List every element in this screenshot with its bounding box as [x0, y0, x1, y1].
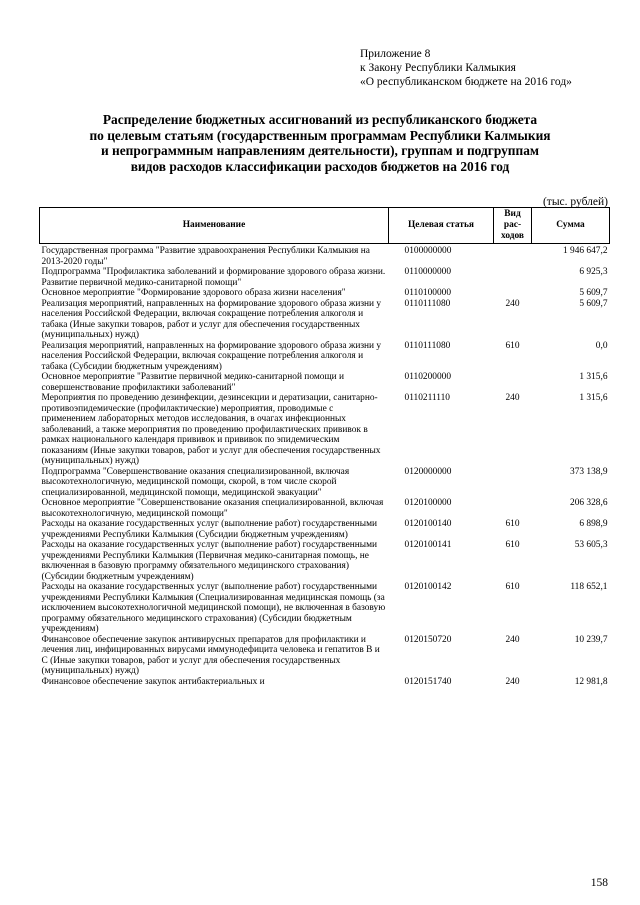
table-body — [40, 244, 610, 688]
page-number: 158 — [590, 877, 608, 889]
cell-code: 0110100000 — [404, 288, 452, 298]
cell-name: Мероприятия по проведению дезинфекции, дезинсекции и дератизации, санитарно-противоэпидемические (профилактические) мероприятия, проводимые с применением лабораторных методов исследования, в очагах инфекционных заболеваний, а также мероприятия по проведению профилактических прививок в рамках национального календаря прививок и прививок по эпидемическим показаниям (Иные закупки товаров, работ и услуг для обеспечения государственных (муниципальных) нужд) — [41, 393, 381, 466]
appendix-line-1: Приложение 8 — [360, 48, 431, 60]
cell-code: 0120100000 — [404, 498, 452, 508]
cell-vid: 610 — [505, 340, 520, 351]
table-row — [40, 288, 610, 299]
cell-code: 0110200000 — [404, 372, 452, 382]
header-name: Наименование — [40, 208, 389, 244]
cell-vid — [494, 498, 532, 519]
cell-sum: 53 605,3 — [574, 540, 608, 550]
appendix-note — [360, 47, 572, 89]
cell-sum: 5 609,7 — [579, 288, 608, 298]
cell-name: Подпрограмма "Профилактика заболеваний и формирование здорового образа жизни. Развитие первичной медико-санитарной помощи" — [41, 267, 386, 288]
cell-vid: 610 — [505, 519, 520, 529]
cell-sum: 6 898,9 — [579, 519, 608, 529]
cell-sum: 1 315,6 — [579, 393, 608, 403]
header-vid-line-3: ходов — [500, 231, 524, 241]
cell-sum: 12 981,8 — [574, 676, 608, 687]
cell-name: Расходы на оказание государственных услуг (выполнение работ) государственными учреждениями Республики Калмыкия (Первичная медико-санитарная помощь, не включенная в базовую программу обязательного медицинского страхования) (Субсидии бюджетным учреждениям) — [41, 540, 378, 582]
header-code: Целевая статья — [389, 208, 494, 244]
cell-code: 0100000000 — [404, 246, 452, 256]
cell-name: Расходы на оказание государственных услуг (выполнение работ) государственными учреждениями Республики Калмыкия (Специализированная медицинская помощь (за исключением высокотехнологичной медицинской помощи), не включенная в базовую программу обязательного медицинского страхования) (Субсидии бюджетным учреждениям) — [41, 582, 386, 634]
cell-vid: 610 — [505, 540, 520, 550]
cell-vid: 240 — [505, 634, 520, 645]
cell-name: Подпрограмма "Совершенствование оказания специализированной, включая высокотехнологичную, медицинской помощи, скорой, в том числе скорой специализированной, медицинской помощи, медицинской эвакуации" — [41, 466, 350, 498]
title-line-4: видов расходов классификации расходов бюджетов на 2016 год — [130, 158, 510, 174]
cell-name: Расходы на оказание государственных услуг (выполнение работ) государственными учреждениями Республики Калмыкия (Субсидии бюджетным учреждениям) — [41, 519, 378, 540]
cell-code: 0120151740 — [404, 676, 452, 687]
cell-code: 0120150720 — [404, 634, 452, 645]
document-title — [40, 112, 600, 174]
budget-table — [39, 207, 610, 687]
table-row — [40, 582, 610, 635]
table-row — [40, 635, 610, 677]
cell-name: Основное мероприятие "Развитие первичной медико-санитарной помощи и совершенствование профилактики заболеваний" — [41, 372, 345, 393]
cell-sum: 118 652,1 — [570, 582, 608, 592]
cell-vid — [494, 244, 532, 268]
cell-sum: 10 239,7 — [574, 634, 608, 645]
cell-code: 0120100141 — [404, 540, 452, 550]
cell-sum: 1 315,6 — [579, 372, 608, 382]
cell-name: Реализация мероприятий, направленных на формирование здорового образа жизни у населения Российской Федерации, включая сокращение потребления алкоголя и табака (Иные закупки товаров, работ и услуг для обеспечения государственных (муниципальных) нужд) — [41, 298, 382, 340]
cell-vid — [494, 267, 532, 288]
header-vid — [494, 208, 532, 244]
table-row — [40, 244, 610, 268]
cell-name: Основное мероприятие "Совершенствование оказания специализированной, включая высокотехнологичную, медицинской помощи" — [41, 498, 384, 519]
header-sum: Сумма — [532, 208, 610, 244]
table-row — [40, 299, 610, 341]
cell-sum: 1 946 647,2 — [562, 246, 608, 256]
table-row — [40, 372, 610, 393]
cell-sum: 6 925,3 — [579, 267, 608, 277]
cell-code: 0110000000 — [404, 267, 452, 277]
cell-sum: 5 609,7 — [579, 298, 608, 309]
cell-code: 0120100140 — [404, 519, 452, 529]
title-line-3: и непрограммным направлениям деятельности), группам и подгруппам — [100, 143, 540, 159]
cell-name: Государственная программа "Развитие здравоохранения Республики Калмыкия на 2013-2020 годы" — [41, 246, 370, 267]
header-vid-line-1: Вид — [504, 209, 521, 219]
table-row — [40, 519, 610, 540]
cell-sum: 373 138,9 — [570, 466, 608, 477]
cell-vid — [494, 467, 532, 499]
table-row — [40, 341, 610, 373]
cell-vid: 240 — [505, 393, 520, 403]
appendix-line-2: к Закону Республики Калмыкия — [360, 62, 516, 74]
cell-code: 0120100142 — [404, 582, 452, 592]
cell-name: Реализация мероприятий, направленных на формирование здорового образа жизни у населения Российской Федерации, включая сокращение потребления алкоголя и табака (Субсидии бюджетным учреждениям) — [41, 340, 382, 372]
cell-vid: 610 — [505, 582, 520, 592]
table-row — [40, 540, 610, 582]
cell-code: 0120000000 — [404, 466, 452, 477]
cell-name: Финансовое обеспечение закупок антибактериальных и — [41, 676, 265, 687]
table-row — [40, 498, 610, 519]
table-row — [40, 677, 610, 688]
cell-vid: 240 — [505, 298, 520, 309]
cell-vid: 240 — [505, 676, 520, 687]
cell-vid — [494, 288, 532, 299]
cell-code: 0110211110 — [404, 393, 450, 403]
cell-vid — [494, 372, 532, 393]
cell-name: Основное мероприятие "Формирование здорового образа жизни населения" — [41, 288, 346, 298]
table-row — [40, 467, 610, 499]
cell-code: 0110111080 — [404, 340, 451, 351]
cell-sum: 0,0 — [595, 340, 608, 351]
title-line-2: по целевым статьям (государственным программам Республики Калмыкия — [89, 127, 551, 143]
units-label: (тыс. рублей) — [542, 196, 608, 208]
appendix-line-3: «О республиканском бюджете на 2016 год» — [360, 76, 572, 88]
title-line-1: Распределение бюджетных ассигнований из республиканского бюджета — [102, 112, 538, 127]
table-header-row — [40, 208, 610, 244]
cell-name: Финансовое обеспечение закупок антивирусных препаратов для профилактики и лечения лиц, инфицированных вирусами иммунодефицита человека и гепатитов B и C (Иные закупки товаров, работ и услуг для обеспечения государственных (муниципальных) нужд) — [41, 634, 380, 676]
cell-code: 0110111080 — [404, 298, 451, 309]
table-row — [40, 393, 610, 467]
table-row — [40, 267, 610, 288]
cell-sum: 206 328,6 — [570, 498, 608, 508]
header-vid-line-2: рас- — [503, 220, 522, 230]
